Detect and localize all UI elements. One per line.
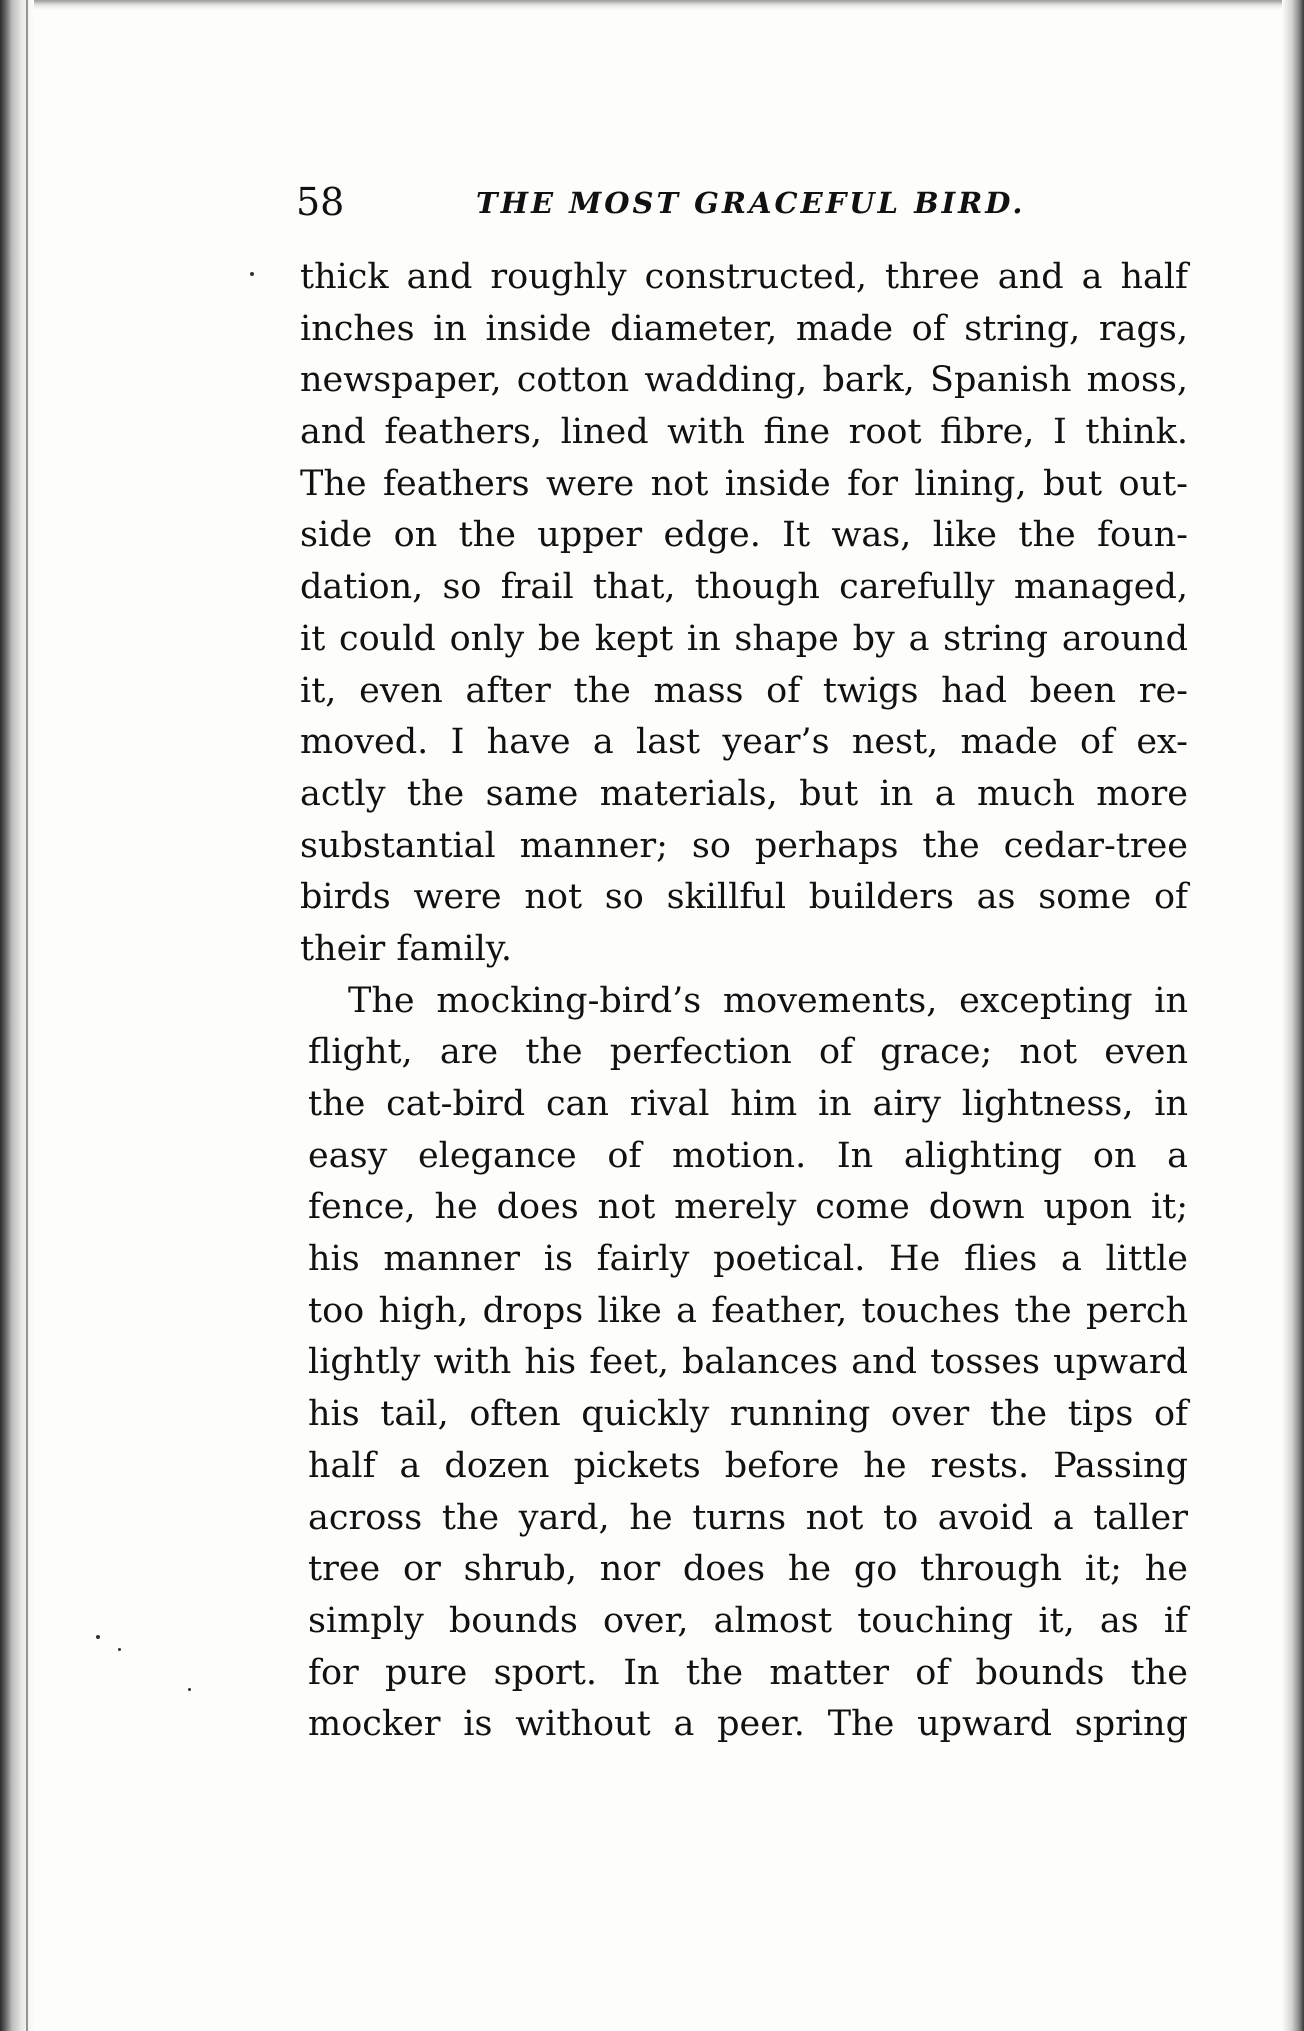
binding-gutter — [0, 0, 34, 2031]
binding-line — [26, 0, 28, 2031]
text-line: side on the upper edge. It was, like the foun- — [300, 515, 1188, 556]
text-line: their family. — [300, 928, 513, 969]
text-line: across the yard, he turns not to avoid a taller — [308, 1497, 1188, 1538]
text-line: fence, he does not merely come down upon it; — [308, 1187, 1188, 1228]
text-line: The mocking-bird’s movements, excepting in — [348, 980, 1188, 1021]
text-line: his tail, often quickly running over the tips of — [308, 1394, 1188, 1435]
page-header — [296, 180, 1196, 240]
page-number: 58 — [296, 180, 345, 224]
text-line: his manner is fairly poetical. He flies a little — [308, 1239, 1188, 1280]
text-line: it could only be kept in shape by a string around — [300, 618, 1188, 659]
text-line: easy elegance of motion. In alighting on a — [308, 1135, 1188, 1176]
text-line: lightly with his feet, balances and tosses upward — [308, 1342, 1188, 1383]
text-line: moved. I have a last year’s nest, made of ex- — [300, 722, 1188, 763]
text-line: it, even after the mass of twigs had been re- — [300, 670, 1188, 711]
scan-speck — [250, 272, 254, 276]
text-line: simply bounds over, almost touching it, as if — [308, 1600, 1188, 1641]
scan-speck — [118, 1648, 121, 1651]
page-right-edge — [1282, 0, 1304, 2031]
text-line: newspaper, cotton wadding, bark, Spanish moss, — [300, 360, 1188, 401]
text-line: substantial manner; so perhaps the cedar-tree — [300, 825, 1188, 866]
text-line: thick and roughly constructed, three and a half — [300, 257, 1188, 297]
text-line: mocker is without a peer. The upward spring — [308, 1704, 1188, 1745]
text-line: tree or shrub, nor does he go through it; he — [308, 1549, 1188, 1590]
text-line: for pure sport. In the matter of bounds the — [308, 1652, 1188, 1693]
text-line: dation, so frail that, though carefully managed, — [300, 567, 1188, 608]
text-line: flight, are the perfection of grace; not even — [308, 1032, 1188, 1073]
body-text — [300, 252, 1188, 1751]
text-line: too high, drops like a feather, touches the perch — [308, 1290, 1188, 1331]
text-line: inches in inside diameter, made of string, rags, — [300, 308, 1188, 349]
text-line: the cat-bird can rival him in airy lightness, in — [308, 1084, 1188, 1124]
page-top-edge — [0, 0, 1304, 10]
paragraph-2 — [300, 976, 1188, 1751]
text-line: birds were not so skillful builders as some of — [300, 877, 1188, 918]
text-line: and feathers, lined with fine root fibre, I think. — [300, 412, 1188, 453]
running-head: THE MOST GRACEFUL BIRD. — [476, 186, 1026, 220]
text-line: half a dozen pickets before he rests. Passing — [308, 1445, 1188, 1486]
text-line: actly the same materials, but in a much more — [300, 773, 1188, 814]
scan-speck — [96, 1635, 100, 1639]
scan-speck — [188, 1688, 191, 1691]
paragraph-1 — [300, 252, 1188, 976]
text-line: The feathers were not inside for lining, but out- — [300, 463, 1188, 504]
